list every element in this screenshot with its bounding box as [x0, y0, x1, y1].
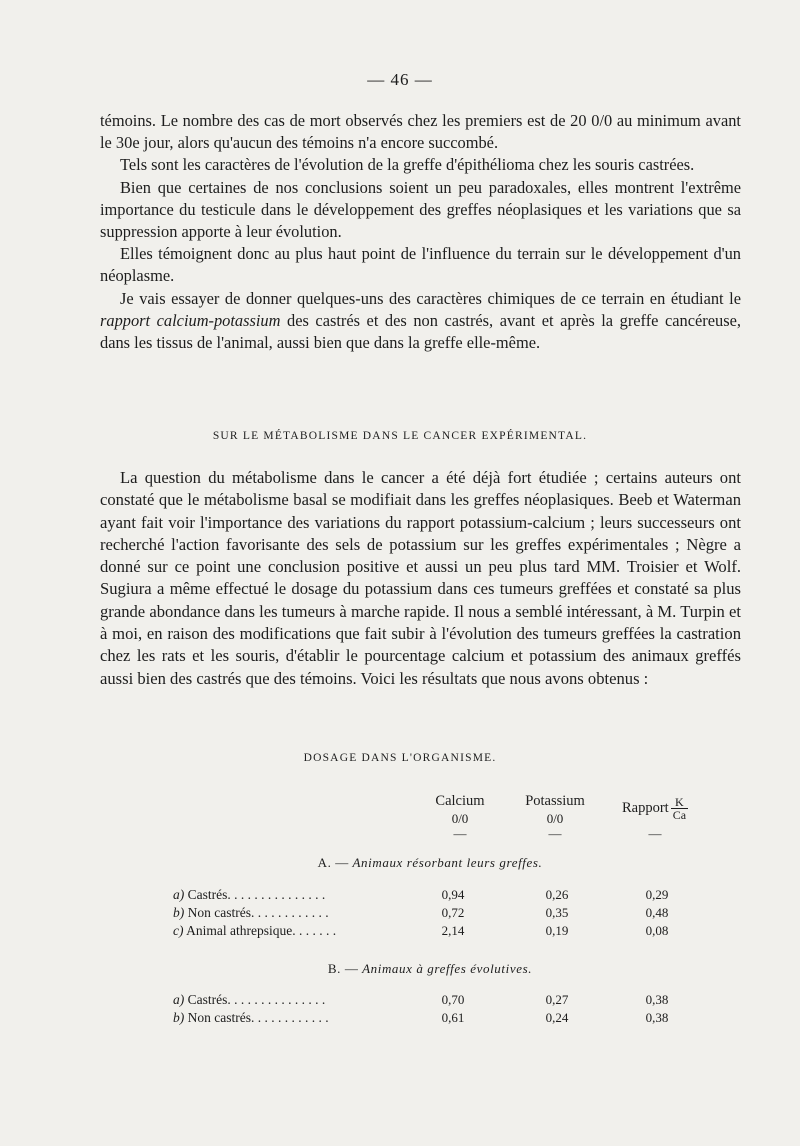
row-name: Castrés. . . . . . . . . . . . . . . [187, 887, 326, 902]
section-letter: B. — [327, 961, 359, 976]
section-heading-dosage: DOSAGE DANS L'ORGANISME. [303, 752, 497, 764]
row-label [173, 923, 336, 939]
table-row [173, 1010, 733, 1027]
section-title: Animaux résorbant leurs greffes. [352, 855, 543, 870]
row-label [173, 905, 329, 921]
intro-text [100, 110, 741, 354]
column-dash: — [648, 826, 662, 841]
metabolism-text [100, 467, 741, 690]
row-label [173, 887, 325, 903]
rapport-cell: 0,29 [645, 887, 669, 902]
potassium-cell: 0,27 [545, 992, 569, 1007]
row-letter: b) [173, 1010, 185, 1025]
table-row [173, 923, 733, 940]
column-dash: — [453, 826, 467, 841]
italic-term: rapport calcium-potassium [100, 310, 281, 330]
table-row [173, 905, 733, 922]
column-unit: 0/0 [546, 811, 564, 826]
text-run: Je vais essayer de donner quelques-uns des caractères chimiques de ce terrain en étudiant le [120, 288, 741, 308]
column-title: Potassium [525, 793, 585, 809]
intro-paragraph: témoins. Le nombre des cas de mort observés chez les premiers est de 20 0/0 au minimum avant le 30e jour, alors qu'aucun des témoins n'a encore succombé. [100, 111, 741, 153]
row-letter: a) [173, 992, 185, 1007]
column-dash: — [548, 826, 562, 841]
potassium-cell: 0,26 [545, 887, 569, 902]
row-name: Castrés. . . . . . . . . . . . . . . [187, 992, 326, 1007]
row-name: Animal athrepsique. . . . . . . [186, 923, 337, 938]
calcium-cell: 2,14 [441, 923, 465, 938]
row-letter: c) [173, 923, 184, 938]
rapport-cell: 0,08 [645, 923, 669, 938]
ratio-fraction [671, 796, 688, 821]
row-label [173, 1010, 329, 1026]
row-name: Non castrés. . . . . . . . . . . . [187, 1010, 329, 1025]
potassium-cell: 0,35 [545, 905, 569, 920]
potassium-cell: 0,24 [545, 1010, 569, 1025]
potassium-cell: 0,19 [545, 923, 569, 938]
metabolism-paragraph: La question du métabolisme dans le cancer a été déjà fort étudiée ; certains auteurs ont constaté que le métabolisme basal se modifiait dans les greffes néoplasiques. Beeb et Waterman ayant fait voir l'importance des variations du rapport potassium-calcium ; leurs successeurs ont recherché l'action favorisante des sels de potassium sur les greffes expérimentales ; Nègre a donné sur ce point une conclusion positive et aussi un peu plus tard MM. Troisier et Wolf. Sugiura a même effectué le dosage du potassium dans ces tumeurs greffées et constaté sa plus grande abondance dans les tumeurs à marche rapide. Il nous a semblé intéressant, à M. Turpin et à moi, en raison des modifications que fait subir à l'évolution des tumeurs greffées la castration chez les rats et les souris, d'établir le pourcentage calcium et potassium des animaux greffés aussi bien des castrés que des témoins. Voici les résultats que nous avons obtenus : [100, 468, 741, 688]
calcium-cell: 0,94 [441, 887, 465, 902]
page-number: — 46 — [367, 70, 433, 89]
rapport-cell: 0,38 [645, 992, 669, 1007]
row-name: Non castrés. . . . . . . . . . . . [187, 905, 329, 920]
rapport-cell: 0,48 [645, 905, 669, 920]
section-heading-metabolism: SUR LE MÉTABOLISME DANS LE CANCER EXPÉRIMENTAL. [212, 430, 588, 442]
column-header-calcium [420, 793, 500, 841]
table-section-a [0, 855, 800, 871]
intro-paragraph: Elles témoignent donc au plus haut point de l'influence du terrain sur le développement d'un néoplasme. [100, 244, 741, 286]
table-row [173, 992, 733, 1009]
rapport-cell: 0,38 [645, 1010, 669, 1025]
section-title: Animaux à greffes évolutives. [362, 961, 533, 976]
table-row [173, 887, 733, 904]
column-title: Rapport [621, 799, 669, 816]
text-run: des castrés et des non castrés, avant et après la greffe cancéreuse, dans les tissus de l'animal, aussi bien que dans la greffe elle-même. [100, 310, 741, 353]
column-title: Calcium [435, 793, 485, 809]
calcium-cell: 0,61 [441, 1010, 465, 1025]
section-letter: A. — [317, 855, 349, 870]
intro-paragraph-last [100, 288, 741, 355]
row-letter: a) [173, 887, 185, 902]
calcium-cell: 0,72 [441, 905, 465, 920]
column-header-rapport [605, 796, 705, 841]
intro-paragraph: Tels sont les caractères de l'évolution de la greffe d'épithélioma chez les souris castrées. [120, 155, 695, 175]
intro-paragraph: Bien que certaines de nos conclusions soient un peu paradoxales, elles montrent l'extrême importance du testicule dans le développement des greffes néoplasiques et les variations que sa suppression apporte à leur évolution. [100, 177, 741, 242]
ratio-numerator: K [671, 796, 688, 809]
ratio-denominator: Ca [672, 808, 687, 822]
column-header-potassium [515, 793, 595, 841]
column-unit: 0/0 [451, 811, 469, 826]
table-section-b [0, 961, 800, 977]
row-letter: b) [173, 905, 185, 920]
calcium-cell: 0,70 [441, 992, 465, 1007]
row-label [173, 992, 325, 1008]
